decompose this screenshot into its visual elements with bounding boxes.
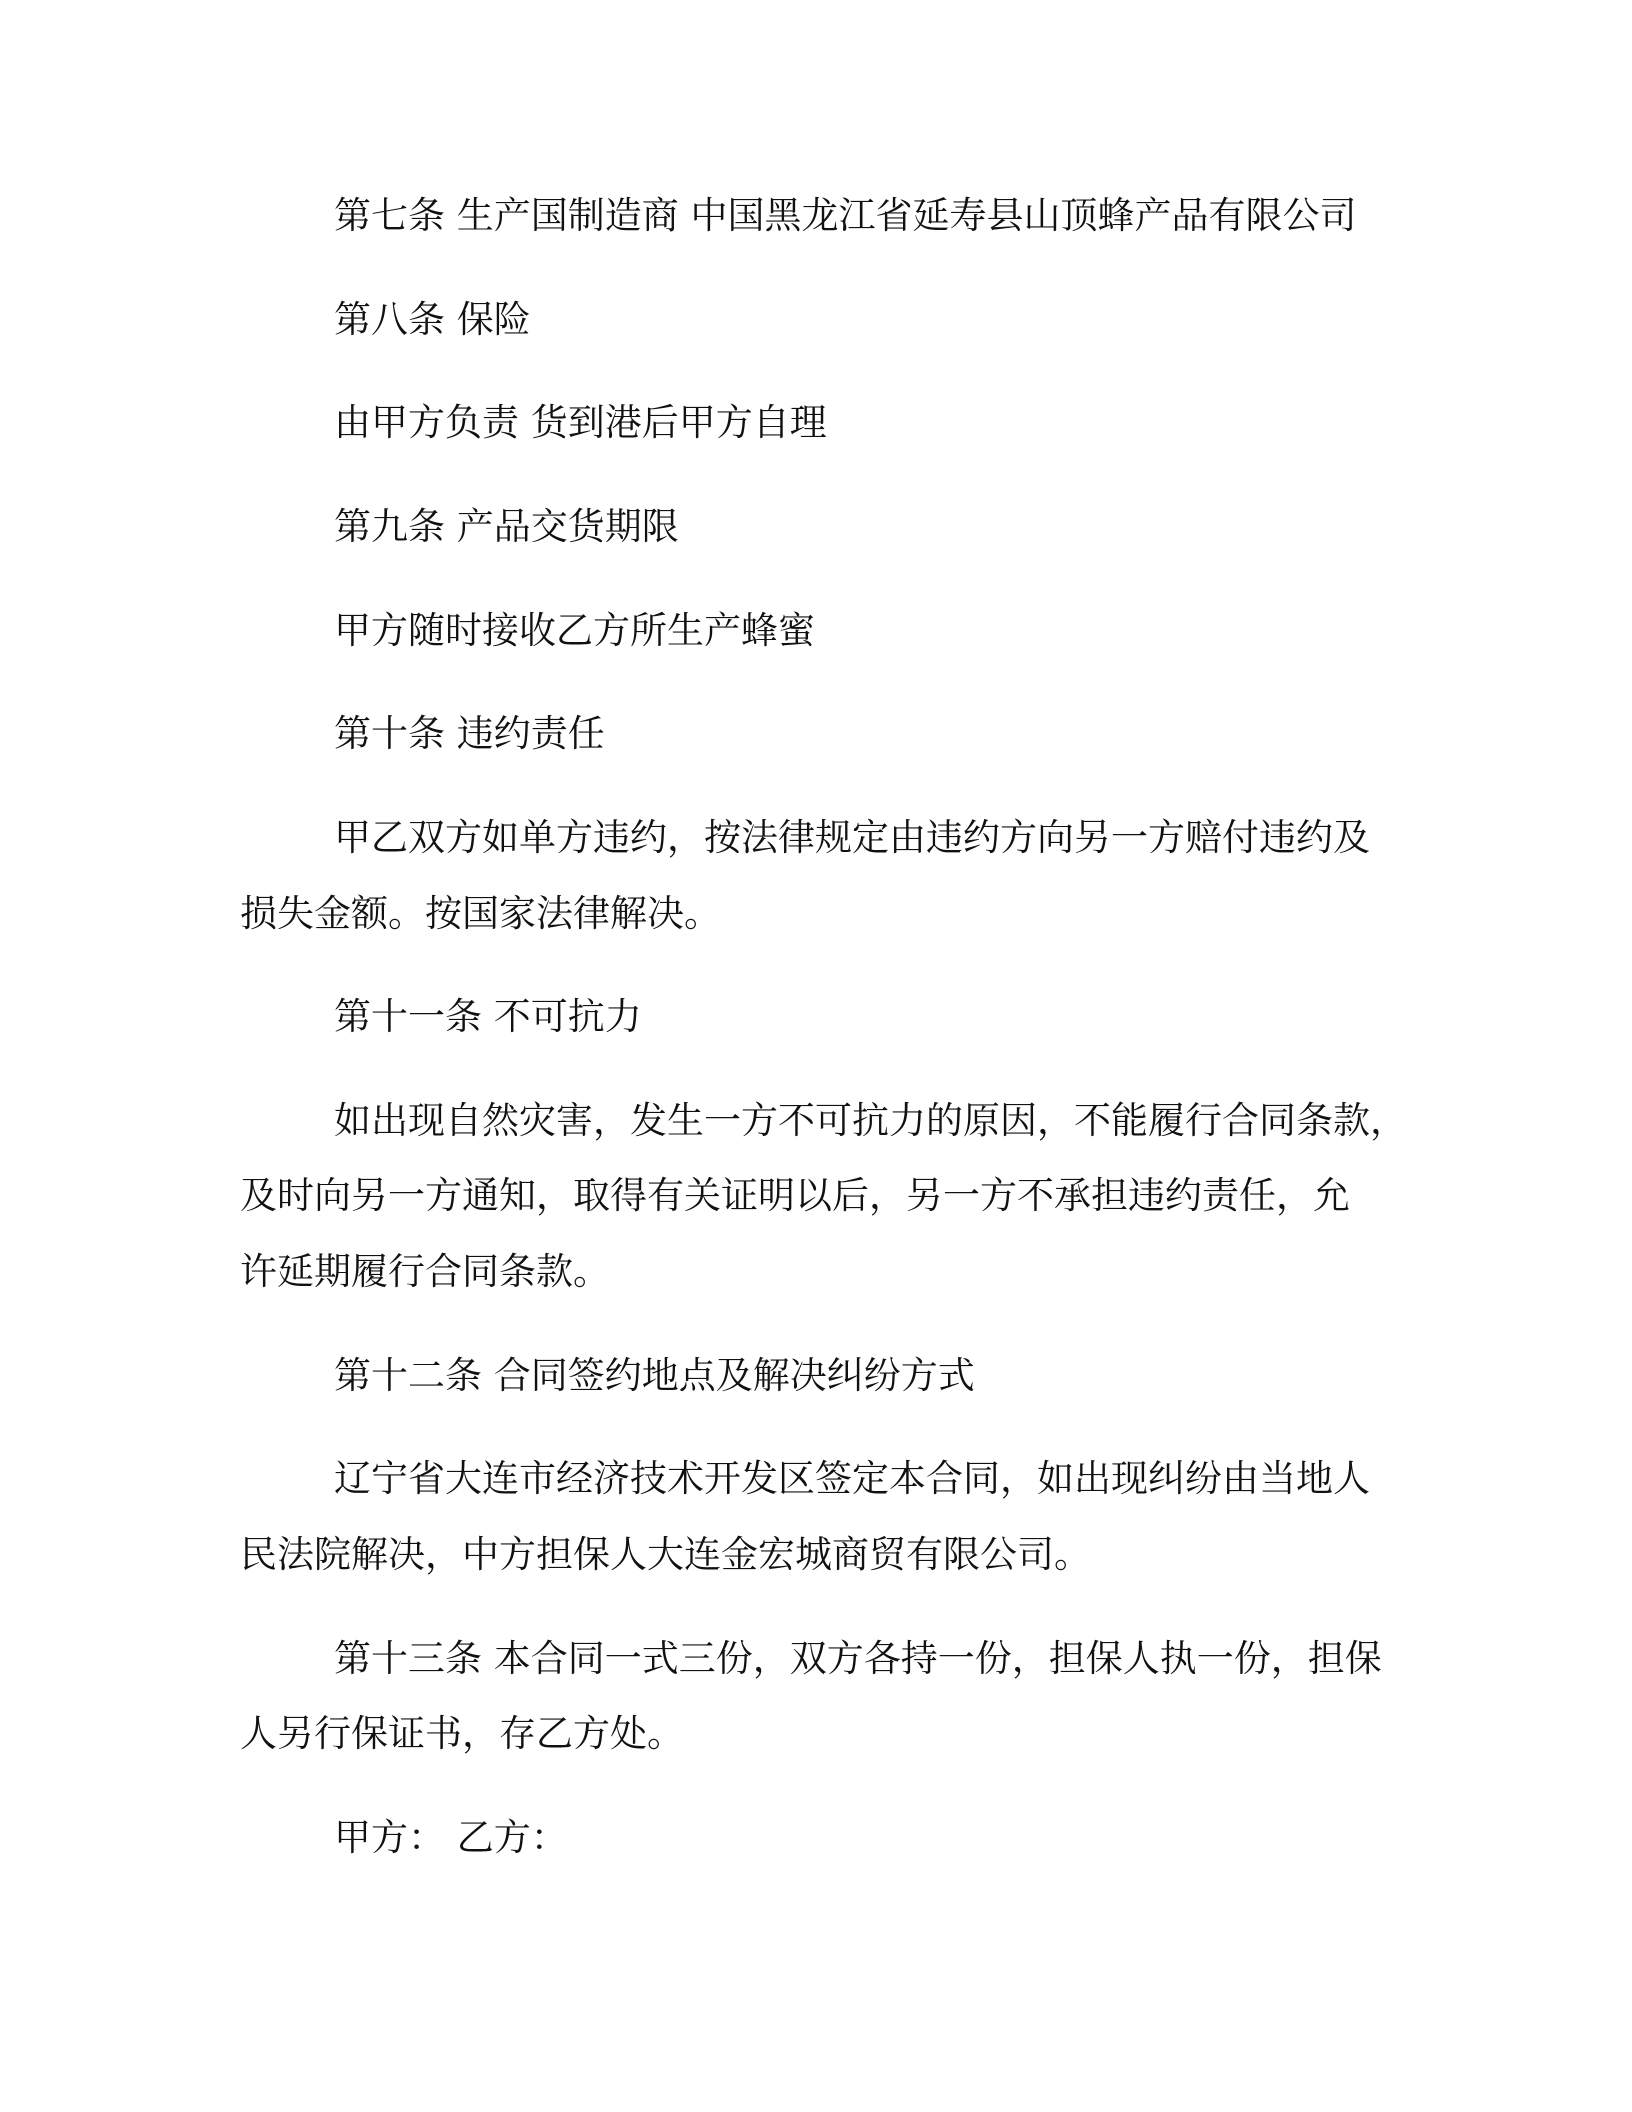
article-8-body: 由甲方负责 货到港后甲方自理 [334,401,827,444]
article-13-line-1: 第十三条 本合同一式三份，双方各持一份，担保人执一份，担保 [334,1637,1382,1680]
article-11-body-line-3: 许延期履行合同条款。 [240,1250,610,1293]
article-9-body: 甲方随时接收乙方所生产蜂蜜 [334,609,815,652]
article-10-body-line-1: 甲乙双方如单方违约，按法律规定由违约方向另一方赔付违约及 [334,816,1370,859]
signature-parties: 甲方： 乙方： [334,1816,568,1859]
article-8-heading: 第八条 保险 [334,298,531,341]
article-10-body-line-2: 损失金额。按国家法律解决。 [240,892,721,935]
article-10-heading: 第十条 违约责任 [334,712,605,755]
article-7-heading: 第七条 生产国制造商 中国黑龙江省延寿县山顶蜂产品有限公司 [334,194,1357,237]
article-12-body-line-1: 辽宁省大连市经济技术开发区签定本合同，如出现纠纷由当地人 [334,1457,1370,1500]
article-11-body-line-2: 及时向另一方通知，取得有关证明以后，另一方不承担违约责任，允 [240,1174,1350,1217]
article-9-heading: 第九条 产品交货期限 [334,505,679,548]
article-12-heading: 第十二条 合同签约地点及解决纠纷方式 [334,1354,975,1397]
article-13-line-2: 人另行保证书，存乙方处。 [240,1712,684,1755]
article-11-body-line-1: 如出现自然灾害，发生一方不可抗力的原因，不能履行合同条款， [334,1099,1407,1142]
article-12-body-line-2: 民法院解决，中方担保人大连金宏城商贸有限公司。 [240,1533,1091,1576]
article-11-heading: 第十一条 不可抗力 [334,995,642,1038]
